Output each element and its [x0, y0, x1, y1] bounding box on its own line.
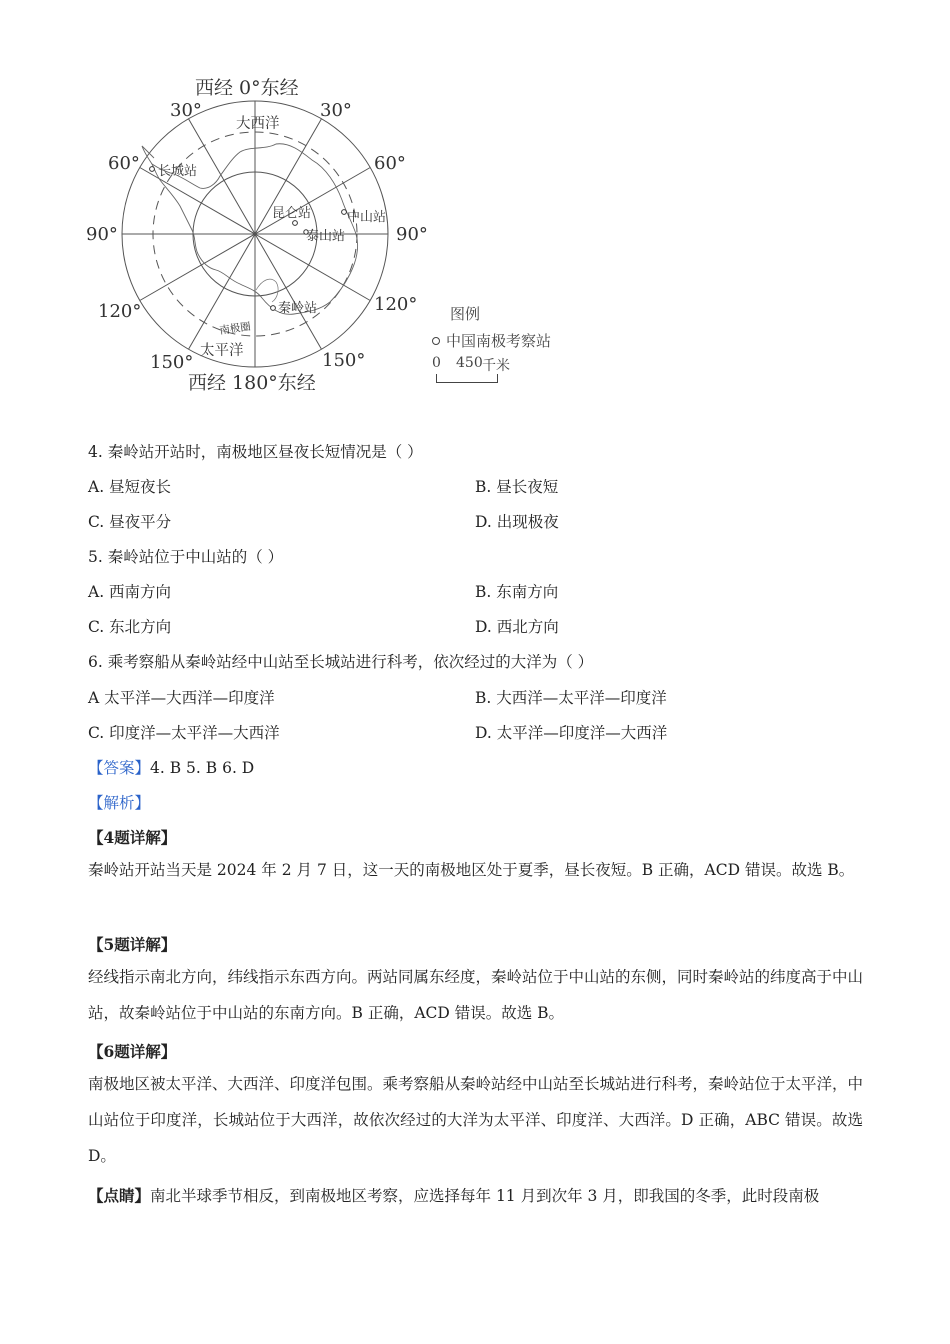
question-6-option-b: B. 大西洋—太平洋—印度洋	[475, 689, 667, 707]
deg-150w-label: 150°	[150, 352, 194, 373]
ocean-pacific-label: 太平洋	[200, 343, 244, 359]
deg-90w-label: 90°	[86, 224, 118, 245]
question-5-option-d: D. 西北方向	[475, 618, 559, 636]
question-6-option-d: D. 太平洋—印度洋—大西洋	[475, 724, 668, 742]
ocean-atlantic-label: 大西洋	[236, 116, 280, 132]
station-qinling-label: 秦岭站	[278, 301, 318, 316]
scale-bar	[436, 374, 498, 383]
deg-60w-label: 60°	[108, 153, 140, 174]
deg-60e-label: 60°	[374, 153, 406, 174]
question-4-option-a: A. 昼短夜长	[88, 478, 172, 496]
deg-90e-label: 90°	[396, 224, 428, 245]
deg-120w-label: 120°	[98, 301, 142, 322]
answer-text: 4. B 5. B 6. D	[150, 759, 255, 777]
station-changcheng-dot	[150, 167, 155, 172]
ice-shelf-outline	[256, 279, 278, 302]
station-kunlun-dot	[293, 221, 298, 226]
analysis-tag: 【解析】	[88, 794, 151, 812]
scale-zero: 0	[432, 355, 441, 371]
meridian-top-label: 西经 0°东经	[195, 77, 299, 99]
detail-4-text: 秦岭站开站当天是 2024 年 2 月 7 日，这一天的南极地区处于夏季，昼长夜短。B 正确，ACD 错误。故选 B。	[88, 861, 855, 879]
deg-30e-label: 30°	[320, 100, 352, 121]
station-zhongshan-label: 中山站	[347, 210, 387, 225]
question-5-option-a: A. 西南方向	[88, 583, 172, 601]
question-4-option-c: C. 昼夜平分	[88, 513, 172, 531]
meridian-bottom-label: 西经 180°东经	[188, 372, 316, 394]
detail-6-title: 【6题详解】	[88, 1042, 177, 1061]
deg-30w-label: 30°	[170, 100, 202, 121]
station-taishan-label: 泰山站	[306, 229, 346, 244]
tip-tag: 【点睛】	[88, 1186, 151, 1205]
detail-6-text: 南极地区被太平洋、大西洋、印度洋包围。乘考察船从秦岭站经中山站至长城站进行科考，秦岭站位于太平洋，中山站位于印度洋，长城站位于大西洋，故依次经过的大洋为太平洋、印度洋、大西洋。D 正确，ABC 错误。故选 D。	[88, 1075, 864, 1165]
station-changcheng-label: 长城站	[158, 164, 198, 179]
tip-line	[88, 1178, 863, 1214]
question-5-option-b: B. 东南方向	[475, 583, 559, 601]
tip-text: 南北半球季节相反，到南极地区考察，应选择每年 11 月到次年 3 月，即我国的冬季，此时段南极	[150, 1187, 820, 1205]
answer-line	[88, 756, 254, 778]
question-6-option-a: A 太平洋—大西洋—印度洋	[88, 689, 275, 707]
station-qinling-dot	[271, 306, 276, 311]
detail-5-text: 经线指示南北方向，纬线指示东西方向。两站同属东经度，秦岭站位于中山站的东侧，同时秦岭站的纬度高于中山站，故秦岭站位于中山站的东南方向。B 正确，ACD 错误。故选 B。	[88, 968, 864, 1022]
meridian-lines	[122, 101, 388, 367]
question-4-option-d: D. 出现极夜	[475, 513, 559, 531]
legend-station-entry	[432, 330, 551, 351]
answer-tag: 【答案】	[88, 759, 151, 777]
deg-150e-label: 150°	[322, 350, 366, 371]
detail-5-title: 【5题详解】	[88, 935, 177, 954]
question-5-option-c: C. 东北方向	[88, 618, 172, 636]
legend-station-label: 中国南极考察站	[446, 332, 552, 350]
legend-title: 图例	[450, 305, 481, 323]
station-kunlun-label: 昆仑站	[272, 206, 312, 221]
question-4-stem: 4. 秦岭站开站时，南极地区昼夜长短情况是（ ）	[88, 443, 423, 461]
antarctic-circle-label: 南极圈	[218, 320, 252, 337]
scale-value: 450	[456, 355, 483, 371]
question-6-option-c: C. 印度洋—太平洋—大西洋	[88, 724, 280, 742]
scale-unit: 千米	[482, 358, 510, 374]
station-zhongshan-dot	[342, 210, 347, 215]
station-symbol-icon	[432, 337, 440, 345]
antarctica-map	[80, 72, 580, 402]
question-6-stem: 6. 乘考察船从秦岭站经中山站至长城站进行科考，依次经过的大洋为（ ）	[88, 653, 594, 671]
deg-120e-label: 120°	[374, 294, 418, 315]
detail-4-title: 【4题详解】	[88, 828, 177, 847]
question-4-option-b: B. 昼长夜短	[475, 478, 559, 496]
analysis-line	[88, 791, 150, 813]
question-5-stem: 5. 秦岭站位于中山站的（ ）	[88, 548, 284, 566]
